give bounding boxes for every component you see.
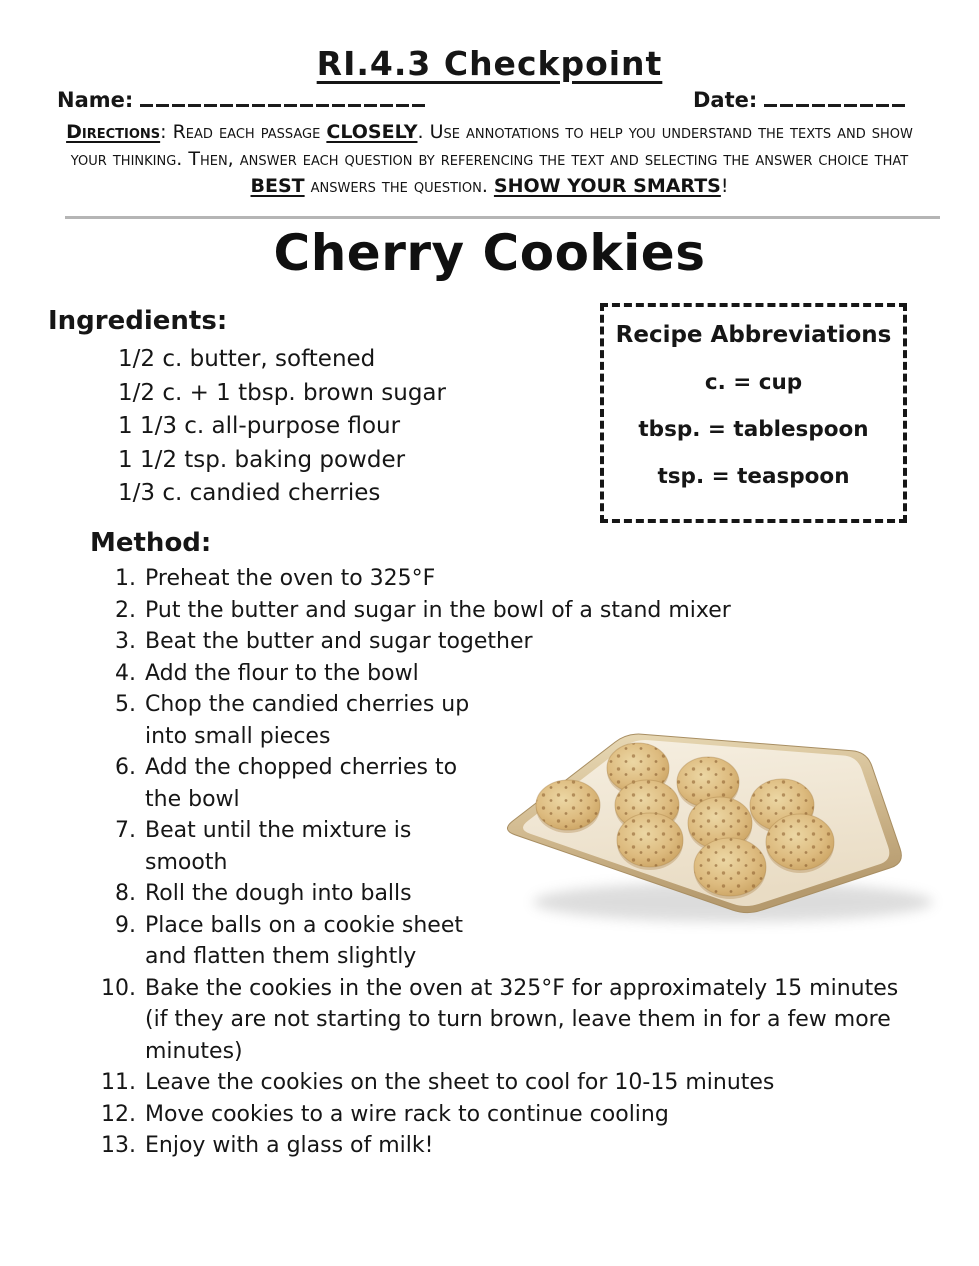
page-title-text: RI.4.3 Checkpoint bbox=[316, 44, 663, 83]
abbreviation-item: c. = cup bbox=[704, 370, 803, 395]
step-number: 10. bbox=[101, 975, 136, 1001]
ingredient-item: 1/2 c. butter, softened bbox=[118, 346, 376, 372]
recipe-title: Cherry Cookies bbox=[273, 224, 706, 282]
ingredients-heading: Ingredients: bbox=[48, 306, 228, 336]
ingredients-section bbox=[48, 306, 446, 511]
recipe-abbreviations-box bbox=[600, 303, 907, 523]
method-step bbox=[90, 973, 902, 1068]
step-number: 8. bbox=[115, 881, 136, 906]
abbreviations-heading: Recipe Abbreviations bbox=[615, 322, 892, 348]
directions-best: BEST bbox=[250, 175, 305, 197]
cookie-tray-illustration bbox=[495, 700, 955, 945]
step-text: Chop the candied cherries up into small pieces bbox=[145, 692, 470, 749]
step-text: Beat the butter and sugar together bbox=[145, 629, 533, 654]
ingredient-item: 1/2 c. + 1 tbsp. brown sugar bbox=[118, 379, 446, 406]
step-number: 13. bbox=[101, 1133, 136, 1158]
step-text: Preheat the oven to 325°F bbox=[145, 566, 436, 591]
cookie-tray-photo bbox=[495, 700, 955, 945]
method-step bbox=[90, 1130, 902, 1162]
directions-closely: CLOSELY bbox=[326, 121, 418, 143]
name-field bbox=[57, 88, 428, 112]
step-number: 11. bbox=[101, 1070, 136, 1095]
cookie bbox=[617, 813, 683, 870]
abbreviation-item: tbsp. = tablespoon bbox=[638, 417, 869, 442]
method-step bbox=[90, 563, 902, 595]
section-divider bbox=[65, 216, 940, 219]
directions-segment-2: . Use annotations to help you understand the texts and show your thinking. Then, answer each question by referencing the text and selecting the answer choice that bbox=[70, 121, 913, 170]
step-text: Place balls on a cookie sheet and flatten them slightly bbox=[145, 912, 463, 969]
step-text: Beat until the mixture is smooth bbox=[145, 818, 412, 875]
step-number: 1. bbox=[115, 566, 136, 591]
step-number: 4. bbox=[115, 660, 136, 686]
directions-text bbox=[48, 119, 931, 200]
directions-separator: : bbox=[160, 121, 173, 143]
cookie bbox=[766, 814, 834, 873]
date-label: Date: bbox=[693, 88, 758, 112]
step-text: Bake the cookies in the oven at 325°F for approximately 15 minutes (if they are not starting to turn brown, leave them in for a few more minutes) bbox=[145, 975, 899, 1064]
directions-segment-3: answers the question. bbox=[304, 175, 494, 197]
step-text: Enjoy with a glass of milk! bbox=[145, 1133, 434, 1158]
cookie bbox=[694, 838, 766, 899]
name-blank-line bbox=[140, 90, 428, 107]
abbreviation-item: tsp. = teaspoon bbox=[657, 464, 850, 489]
name-label: Name: bbox=[57, 88, 134, 112]
method-heading: Method: bbox=[90, 528, 212, 558]
step-text: Add the chopped cherries to the bowl bbox=[145, 755, 458, 812]
directions-label: Directions bbox=[66, 121, 161, 143]
step-text: Put the butter and sugar in the bowl of a stand mixer bbox=[145, 597, 731, 623]
step-text: Add the flour to the bowl bbox=[145, 660, 419, 686]
directions-smarts: SHOW YOUR SMARTS bbox=[493, 175, 721, 197]
date-blank-line bbox=[764, 90, 906, 107]
step-number: 6. bbox=[115, 755, 136, 780]
method-step bbox=[90, 595, 902, 627]
step-number: 3. bbox=[115, 629, 136, 654]
method-step bbox=[90, 626, 902, 658]
directions-segment-1: Read each passage bbox=[172, 121, 327, 143]
date-field bbox=[693, 88, 906, 112]
step-number: 12. bbox=[101, 1101, 136, 1127]
ingredient-item: 1/3 c. candied cherries bbox=[118, 480, 381, 506]
step-text: Leave the cookies on the sheet to cool for 10-15 minutes bbox=[145, 1070, 775, 1095]
step-number: 7. bbox=[115, 818, 136, 843]
step-number: 9. bbox=[115, 912, 136, 938]
step-number: 5. bbox=[115, 692, 136, 717]
method-step bbox=[90, 1067, 902, 1099]
method-step bbox=[90, 1099, 902, 1131]
ingredient-item: 1 1/2 tsp. baking powder bbox=[118, 446, 406, 473]
page-title bbox=[0, 44, 979, 83]
ingredient-item: 1 1/3 c. all-purpose flour bbox=[118, 413, 401, 439]
cookie bbox=[536, 780, 600, 833]
directions-segment-4: ! bbox=[720, 175, 729, 197]
step-text: Move cookies to a wire rack to continue cooling bbox=[145, 1101, 669, 1127]
method-step bbox=[90, 658, 902, 690]
step-number: 2. bbox=[115, 597, 136, 623]
step-text: Roll the dough into balls bbox=[145, 881, 412, 906]
